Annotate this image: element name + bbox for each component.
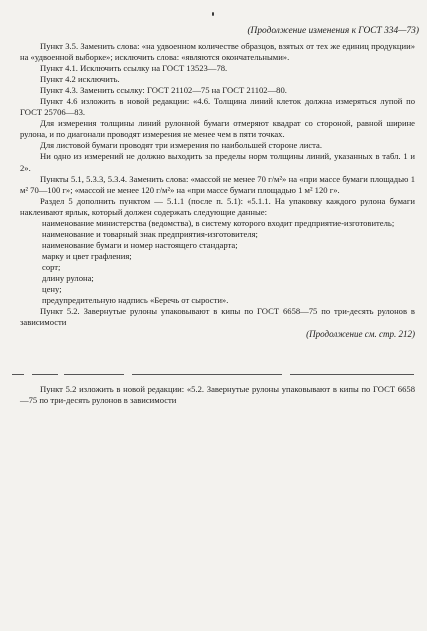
label-item: марку и цвет графления;	[42, 250, 132, 261]
paragraph-3-5: Пункт 3.5. Заменить слова: «на удвоенном количестве образцов, взятых от тех же единиц продукции» на «удвоенной выборке»; исключить слова: «являются окончательными».	[20, 41, 415, 63]
separator-rule	[132, 374, 282, 375]
paragraph-limits: Ни одно из измерений не должно выходить за пределы норм толщины линий, указанных в табл. 1 и 2».	[20, 151, 415, 173]
paragraph-4-3: Пункт 4.3. Заменить ссылку: ГОСТ 21102—75 на ГОСТ 21102—80.	[40, 85, 287, 96]
paragraph-5-2-first: Пункт 5.2. Завернутые рулоны упаковывают в кипы по ГОСТ 6658—75 по три-десять рулонов в зависимости	[20, 306, 415, 328]
paragraph-5-2-second: Пункт 5.2 изложить в новой редакции: «5.2. Завернутые рулоны упаковывают в кипы по ГОСТ 6658—75 по три-десять рулонов в зависимости	[20, 384, 415, 406]
paragraph-sheet-measure: Для листовой бумаги проводят три измерения по наибольшей стороне листа.	[40, 140, 322, 151]
separator-rule	[290, 374, 414, 375]
paragraph-4-2: Пункт 4.2 исключить.	[40, 74, 120, 85]
label-item: наименование министерства (ведомства), в систему которого входит предприятие-изготовитель;	[42, 217, 395, 228]
label-item: цену;	[42, 284, 62, 295]
paragraph-4-1: Пункт 4.1. Исключить ссылку на ГОСТ 13523—78.	[40, 63, 228, 74]
label-item: предупредительную надпись «Беречь от сырости».	[42, 295, 229, 306]
label-item: сорт;	[42, 261, 61, 272]
main-text	[20, 41, 415, 340]
label-item: наименование и товарный знак предприятия-изготовителя;	[42, 228, 258, 239]
continuation-note: (Продолжение см. стр. 212)	[306, 329, 415, 340]
lower-text-block	[20, 384, 415, 406]
separator-rule	[12, 374, 24, 375]
separator-rule	[64, 374, 124, 375]
paragraph-roll-measure: Для измерения толщины линий рулонной бумаги отмеряют квадрат со стороной, равной ширине рулона, и по диагонали проводят измерения не менее чем в пяти точках.	[20, 118, 415, 140]
label-item: наименование бумаги и номер настоящего стандарта;	[42, 239, 238, 250]
paragraph-section-5: Раздел 5 дополнить пунктом — 5.1.1 (после п. 5.1): «5.1.1. На упаковку каждого рулона бумаги наклеивают ярлык, который должен содержать следующие данные:	[20, 195, 415, 217]
scan-speck	[212, 12, 214, 16]
page-header: (Продолжение изменения к ГОСТ 334—73)	[247, 26, 419, 36]
paragraph-5-1: Пункты 5.1, 5.3.3, 5.3.4. Заменить слова: «массой не менее 70 г/м²» на «при массе бумаги площадью 1 м² 70—100 г»; «массой не менее 120 г/м²» на «при массе бумаги площадью 1 м² 120 г».	[20, 173, 415, 195]
label-item: длину рулона;	[42, 272, 94, 283]
separator-rule	[32, 374, 58, 375]
paragraph-4-6: Пункт 4.6 изложить в новой редакции: «4.6. Толщина линий клеток должна измеряться лупой по ГОСТ 25706—83.	[20, 96, 415, 118]
